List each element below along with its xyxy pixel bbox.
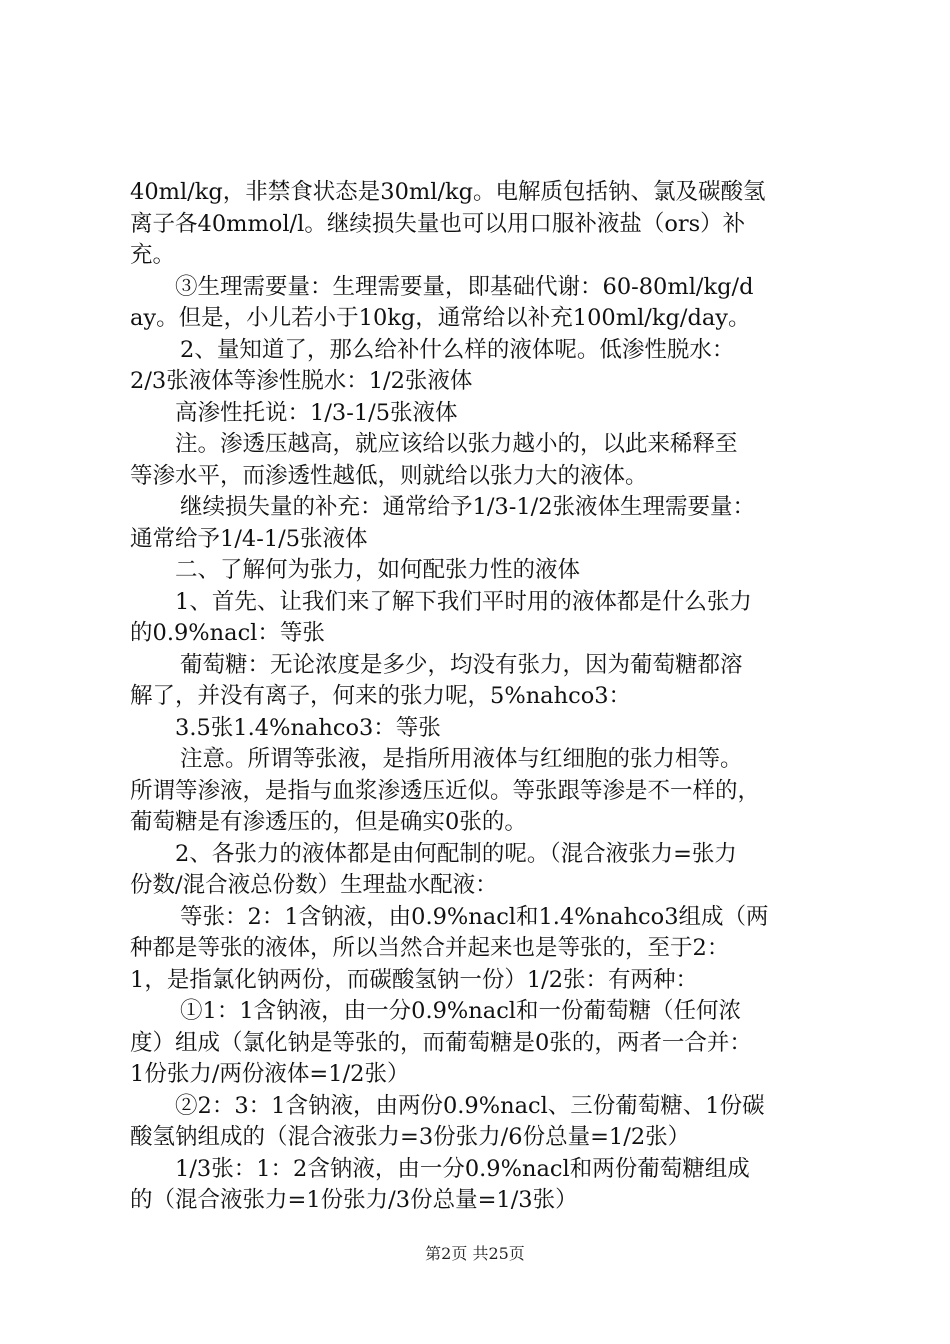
text-line: 葡萄糖：无论浓度是多少，均没有张力，因为葡萄糖都溶 [180,651,743,678]
text-line: 度）组成（氯化钠是等张的，而葡萄糖是0张的，两者一合并： [130,1029,752,1056]
text-line: 等渗水平，而渗透性越低，则就给以张力大的液体。 [130,462,648,489]
text-line: 2、量知道了，那么给补什么样的液体呢。低渗性脱水： [180,336,735,363]
text-line: 充。 [130,242,176,268]
text-line: ay。但是，小儿若小于10kg，通常给以补充100ml/kg/day。 [130,305,751,331]
text-line: ②2：3：1含钠液，由两份0.9%nacl、三份葡萄糖、1份碳 [175,1092,765,1119]
text-line: 注意。所谓等张液，是指所用液体与红细胞的张力相等。 [180,746,743,772]
text-line: 酸氢钠组成的（混合液张力=3份张力/6份总量=1/2张） [130,1124,691,1150]
text-line: 1，是指氯化钠两份，而碳酸氢钠一份）1/2张：有两种： [130,966,699,993]
document-body [130,177,830,1217]
text-line: 解了，并没有离子，何来的张力呢，5%nahco3： [130,683,632,709]
text-line: 1/3张：1：2含钠液，由一分0.9%nacl和两份葡萄糖组成 [175,1155,750,1182]
text-line: 2/3张液体等渗性脱水：1/2张液体 [130,368,473,394]
text-line: 40ml/kg，非禁食状态是30ml/kg。电解质包括钠、氯及碳酸氢 [130,179,766,205]
text-line: ③生理需要量：生理需要量，即基础代谢：60-80ml/kg/d [175,273,754,300]
text-line: 的0.9%nacl：等张 [130,620,325,646]
text-line: 3.5张1.4%nahco3：等张 [175,714,441,741]
text-line: 的（混合液张力=1份张力/3份总量=1/3张） [130,1187,578,1213]
text-line: 等张：2：1含钠液，由0.9%nacl和1.4%nahco3组成（两 [180,903,769,930]
text-line: ①1：1含钠液，由一分0.9%nacl和一份葡萄糖（任何浓 [180,998,741,1024]
text-line: 份数/混合液总份数）生理盐水配液： [130,872,498,898]
text-line: 注。渗透压越高，就应该给以张力越小的，以此来稀释至 [175,431,738,457]
text-line: 所谓等渗液，是指与血浆渗透压近似。等张跟等渗是不一样的， [130,777,761,804]
text-line: 离子各40mmol/l。继续损失量也可以用口服补液盐（ors）补 [130,210,746,237]
text-line: 种都是等张的液体，所以当然合并起来也是等张的，至于2： [130,935,730,961]
text-line: 通常给予1/4-1/5张液体 [130,525,368,552]
text-line: 葡萄糖是有渗透压的，但是确实0张的。 [130,809,527,835]
text-line: 继续损失量的补充：通常给予1/3-1/2张液体生理需要量： [180,494,756,520]
text-line: 二、了解何为张力，如何配张力性的液体 [175,557,581,583]
text-line: 高渗性托说：1/3-1/5张液体 [175,399,458,426]
text-line: 1份张力/两份液体=1/2张） [130,1061,410,1087]
page-footer: 第2页 共25页 [425,1244,525,1263]
text-line: 1、首先、让我们来了解下我们平时用的液体都是什么张力 [175,588,752,615]
text-line: 2、各张力的液体都是由何配制的呢。（混合液张力=张力 [175,840,737,867]
